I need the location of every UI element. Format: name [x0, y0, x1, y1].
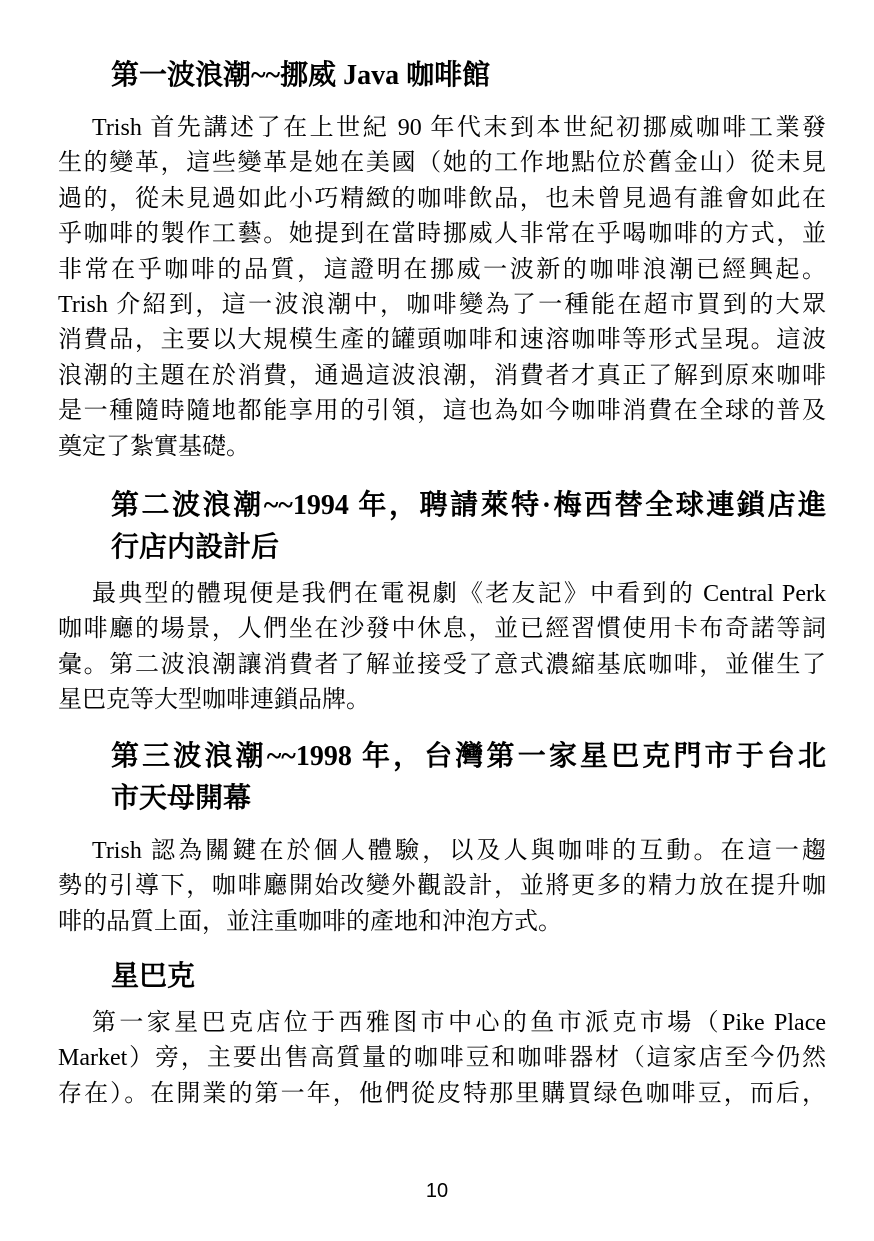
text-line: 生的變革，這些變革是她在美國（她的工作地點位於舊金山）從未見	[58, 150, 826, 177]
heading-line: 第三波浪潮~~1998 年，台灣第一家星巴克門市于台北	[111, 740, 826, 772]
text-line: 第一家星巴克店位于西雅图市中心的鱼市派克市場（Pike Place	[92, 1009, 826, 1036]
text-line: 存在）。在開業的第一年，他們從皮特那里購買绿色咖啡豆，而后，	[58, 1080, 826, 1107]
text-line: Market）旁，主要出售高質量的咖啡豆和咖啡器材（這家店至今仍然	[58, 1045, 826, 1072]
text-line: 乎咖啡的製作工藝。她提到在當時挪威人非常在乎喝咖啡的方式，並	[58, 221, 826, 248]
text-line: 啡的品質上面，並注重咖啡的產地和沖泡方式。	[58, 908, 562, 935]
paragraph-starbucks	[58, 1006, 826, 1112]
text-line: 是一種隨時隨地都能享用的引領，這也為如今咖啡消費在全球的普及	[58, 398, 826, 425]
paragraph-third-wave	[58, 834, 826, 940]
text-line: 奠定了紮實基礎。	[58, 433, 250, 460]
heading-line: 第二波浪潮~~1994 年，聘請萊特·梅西替全球連鎖店進	[111, 490, 826, 522]
text-line: Trish 認為關鍵在於個人體驗，以及人與咖啡的互動。在這一趨	[92, 837, 826, 864]
section-heading-starbucks	[58, 956, 826, 998]
section-heading-first-wave	[58, 55, 826, 97]
section-heading-third-wave	[58, 736, 826, 820]
text-line: 過的，從未見過如此小巧精緻的咖啡飲品，也未曾見過有誰會如此在	[58, 185, 826, 212]
text-line: 最典型的體現便是我們在電視劇《老友記》中看到的 Central Perk	[92, 581, 826, 608]
page-number: 10	[425, 1180, 449, 1202]
text-line: 勢的引導下，咖啡廳開始改變外觀設計，並將更多的精力放在提升咖	[58, 873, 826, 900]
text-line: 浪潮的主題在於消費，通過這波浪潮，消費者才真正了解到原來咖啡	[58, 362, 826, 389]
text-line: 咖啡廳的場景，人們坐在沙發中休息，並已經習慣使用卡布奇諾等詞	[58, 616, 826, 643]
heading-line: 星巴克	[111, 960, 196, 992]
heading-line: 第一波浪潮~~挪威 Java 咖啡館	[111, 60, 491, 91]
text-line: Trish 介紹到，這一波浪潮中，咖啡變為了一種能在超市買到的大眾	[58, 292, 826, 319]
heading-line: 行店内設計后	[111, 532, 280, 564]
heading-line: 市天母開幕	[111, 782, 252, 814]
text-line: Trish 首先講述了在上世紀 90 年代末到本世紀初挪威咖啡工業發	[92, 115, 826, 141]
paragraph-second-wave	[58, 577, 826, 719]
text-line: 非常在乎咖啡的品質，這證明在挪威一波新的咖啡浪潮已經興起。	[58, 256, 826, 283]
paragraph-first-wave	[58, 111, 826, 465]
section-heading-second-wave	[58, 485, 826, 569]
text-line: 星巴克等大型咖啡連鎖品牌。	[58, 687, 370, 714]
text-line: 彙。第二波浪潮讓消費者了解並接受了意式濃縮基底咖啡，並催生了	[58, 651, 826, 678]
text-line: 消費品，主要以大規模生產的罐頭咖啡和速溶咖啡等形式呈現。這波	[58, 327, 826, 354]
